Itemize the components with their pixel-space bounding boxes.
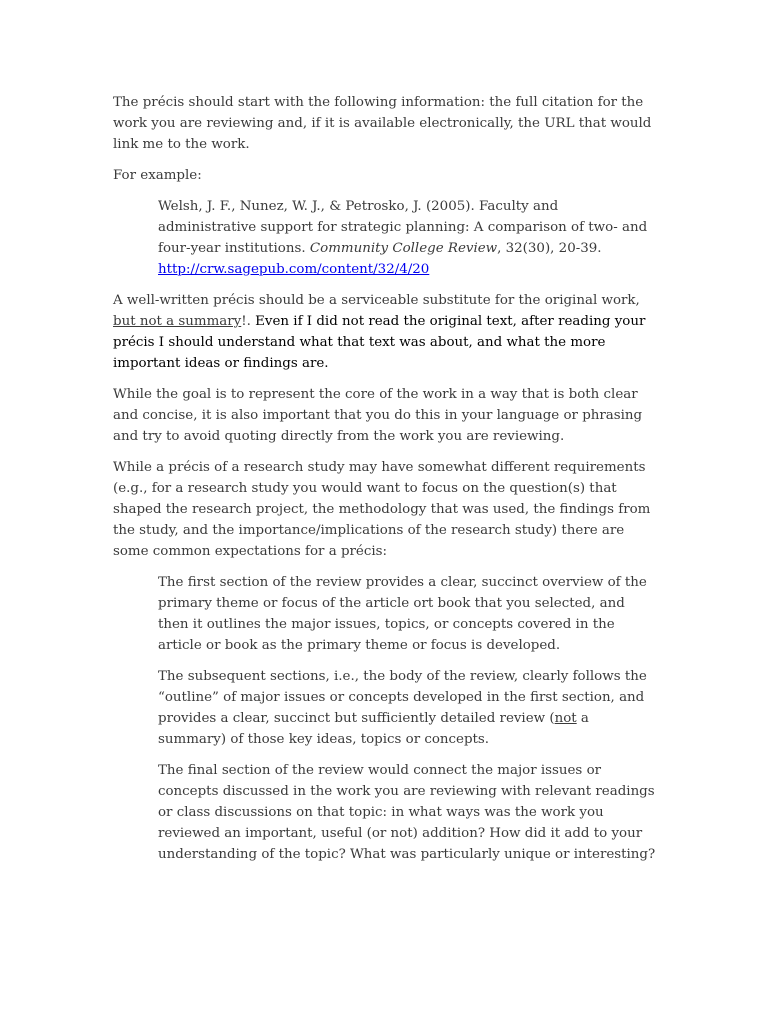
document-body [113,92,658,875]
citation-reference: Welsh, J. F., Nunez, W. J., & Petrosko, J. (2005). Faculty and administrative support for strategic planning: A comparison of two- and four-year institutions. [158,199,648,256]
citation-url-link[interactable]: http://crw.sagepub.com/content/32/4/20 [158,262,430,277]
well-written-text: A well-written précis should be a serviceable substitute for the original work, [113,293,640,308]
well-written-paragraph [113,290,658,374]
well-written-emphasis: Even if I did not read the original text, after reading your précis I should understand what that text was about, and what the more important ideas or findings are. [113,314,646,371]
citation-volume: , 32(30), 20-39. [497,241,602,256]
not-a-summary-underlined: but not a summary [113,314,242,329]
expectation-first-section: The first section of the review provides a clear, succinct overview of the primary theme or focus of the article ort book that you selected, and then it outlines the major issues, topics, or concepts covered in the article or book as the primary theme or focus is developed. [158,575,647,653]
citation-block [158,196,658,280]
intro-paragraph: The précis should start with the following information: the full citation for the work you are reviewing and, if it is available electronically, the URL that would link me to the work. [113,95,652,152]
goal-paragraph: While the goal is to represent the core of the work in a way that is both clear and concise, it is also important that you do this in your language or phrasing and try to avoid quoting directly from the work you are reviewing. [113,387,643,444]
expectation-subsequent-sections [158,666,658,750]
not-underlined: not [554,711,577,726]
citation-journal: Community College Review [309,241,498,256]
example-label: For example: [113,168,202,183]
subsequent-text-end: a summary) of those key ideas, topics or concepts. [158,711,589,747]
research-paragraph: While a précis of a research study may have somewhat different requirements (e.g., for a research study you would want to focus on the question(s) that shaped the research project, the methodology that was used, the findings from the study, and the importance/implications of the research study) there are some common expectations for a précis: [113,460,651,559]
expectation-final-section: The final section of the review would connect the major issues or concepts discussed in the work you are reviewing with relevant readings or class discussions on that topic: in what ways was the work you reviewed an important, useful (or not) addition? How did it add to your understanding of the topic? What was particularly unique or interesting? [158,763,656,862]
well-written-punct: !. [241,314,256,329]
subsequent-text: The subsequent sections, i.e., the body of the review, clearly follows the “outline” of major issues or concepts developed in the first section, and provides a clear, succinct but sufficiently detailed review ( [158,669,647,726]
